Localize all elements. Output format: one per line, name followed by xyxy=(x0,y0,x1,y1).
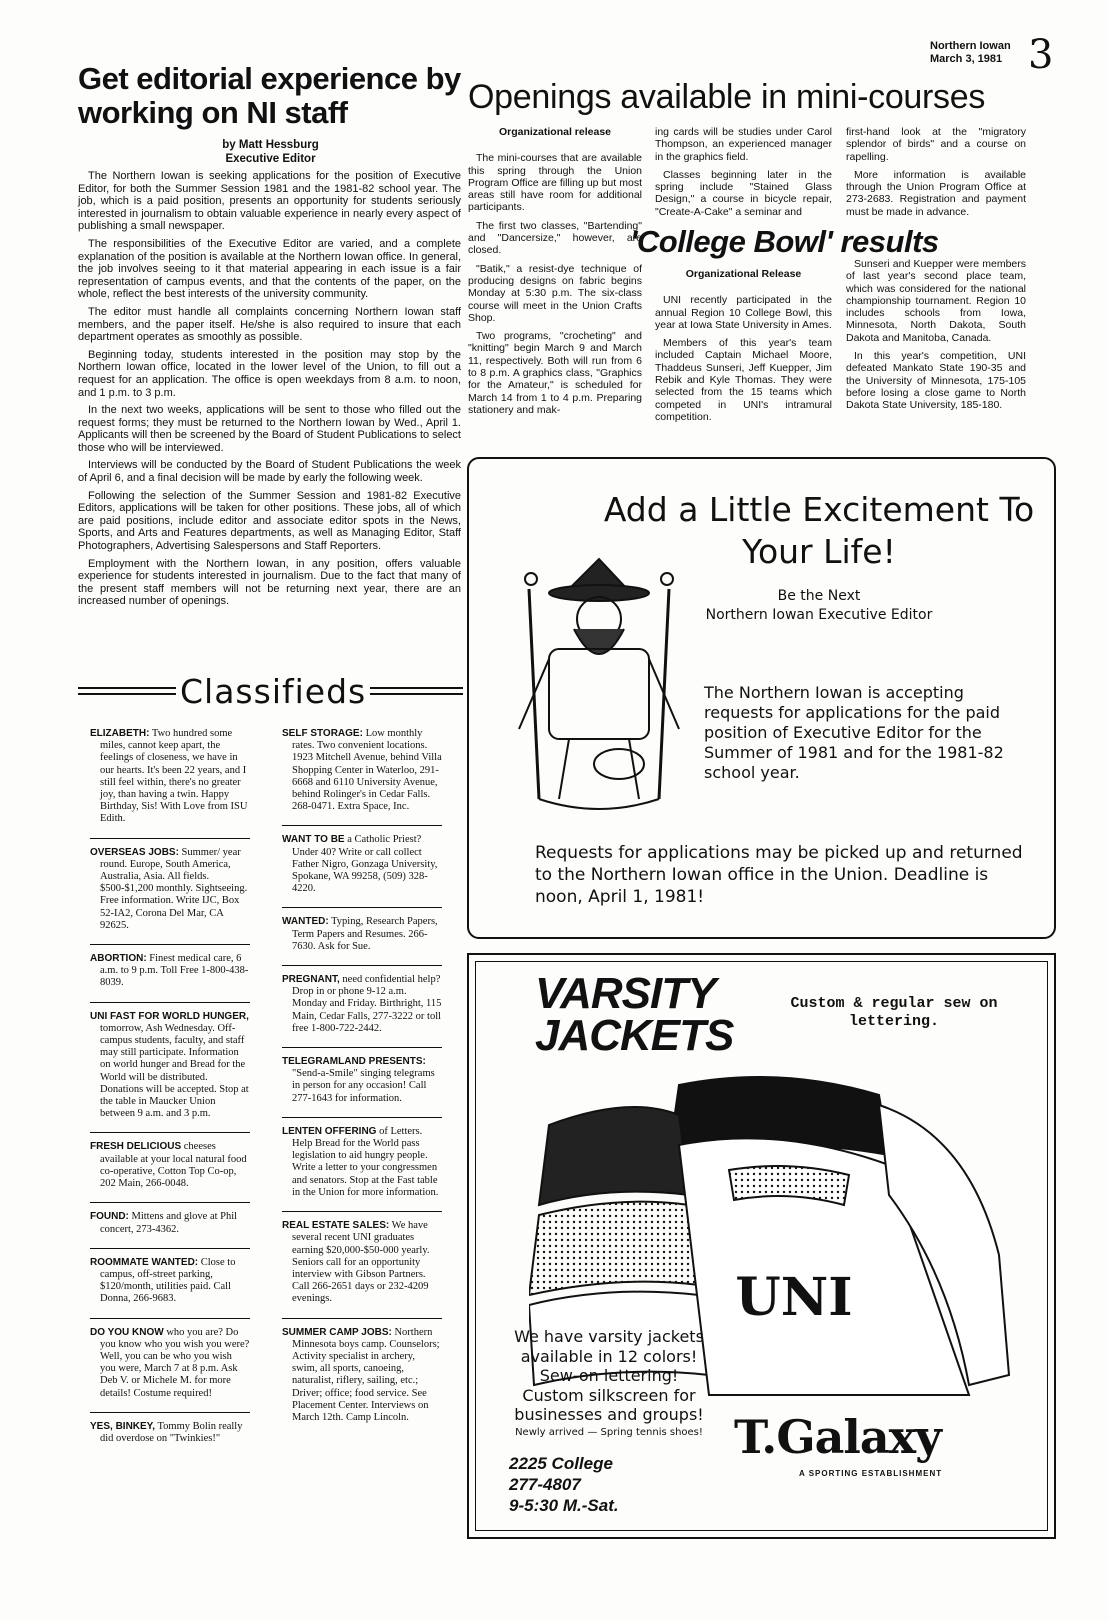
be-next-title: Northern Iowan Executive Editor xyxy=(705,607,933,623)
minicourses-paragraph: The mini-courses that are available this spring through the Union Program Office are filling up but most areas still have room for additional participants. xyxy=(468,152,642,214)
college-bowl-paragraph: Sunseri and Kuepper were members of last year's second place team, which was considered for the national championship tournament. Region 10 includes schools from Iowa, Minnesota, North Dakota, South Dakota and Manitoba, Canada. xyxy=(846,258,1026,344)
college-bowl-column-2 xyxy=(846,258,1026,418)
store-tagline: A SPORTING ESTABLISHMENT xyxy=(799,1469,943,1478)
classifieds-title xyxy=(78,672,463,712)
editorial-paragraph: Employment with the Northern Iowan, in any position, offers valuable experience for students interested in journalism. Due to the fact that many of the present staff members will not be returning next year, there are an increased number of openings. xyxy=(78,557,461,608)
minicourses-column-2 xyxy=(655,126,832,224)
page-number: 3 xyxy=(1028,32,1054,78)
title-line-1: VARSITY xyxy=(535,969,716,1018)
ad-requests-text: Requests for applications may be picked up and returned to the Northern Iowan office in the Union. Deadline is noon, April 1, 1981! xyxy=(535,843,1023,907)
classified-ad: ROOMMATE WANTED: Close to campus, off-street parking, $120/month, utilities paid. Call Donna, 266-9683. xyxy=(90,1248,250,1318)
title-line-2: JACKETS xyxy=(535,1011,734,1060)
minicourses-paragraph: "Batik," a resist-dye technique of producing designs on fabric begins Monday at 5:30 p.m. The six-class course will meet in the Union Crafts Shop. xyxy=(468,262,642,324)
classified-ad: TELEGRAMLAND PRESENTS: "Send-a-Smile" singing telegrams in person for any occasion! Call 277-1643 for information. xyxy=(282,1047,442,1117)
classified-ad: SELF STORAGE: Low monthly rates. Two convenient locations. 1923 Mitchell Avenue, behind Villa Shopping Center in Waterloo, 291-6668 and 6110 University Avenue, behind Rolinger's in Cedar Falls. 268-0471. Extra Space, Inc. xyxy=(282,728,442,813)
minicourses-paragraph: The first two classes, "Bartending" and "Dancersize," however, are closed. xyxy=(468,219,642,257)
classified-ad: REAL ESTATE SALES: We have several recent UNI graduates earning $20,000-$50-000 yearly. Seniors call for an opportunity interview with Gibson Partners. Call 266-2651 days or 232-4209 evenings. xyxy=(282,1211,442,1317)
minicourses-paragraph: More information is available through the Union Program Office at 273-2683. Registration and payment must be made in advance. xyxy=(846,168,1026,218)
classified-ad: ABORTION: Finest medical care, 6 a.m. to 9 p.m. Toll Free 1-800-438-8039. xyxy=(90,944,250,1002)
jacket-uni-text: UNI xyxy=(735,1267,853,1328)
classified-ad: DO YOU KNOW who you are? Do you know who you wish you were? Well, you can be who you wish you were, March 7 at 8 p.m. Ask Deb V. or Michele M. for more details! Costume required! xyxy=(90,1318,250,1412)
executive-editor-ad xyxy=(467,457,1056,939)
minicourses-paragraph: first-hand look at the "migratory splendor of birds" and a course on rapelling. xyxy=(846,126,1026,163)
classified-ad: PREGNANT, need confidential help? Drop in or phone 9-12 a.m. Monday and Friday. Birthright, 115 Main, Cedar Falls, 277-3222 or toll free 1-800-722-2442. xyxy=(282,965,442,1047)
editorial-headline: Get editorial experience by working on NI staff xyxy=(78,61,461,130)
classifieds-right-column xyxy=(282,728,442,1436)
editorial-paragraph: The editor must handle all complaints concerning Northern Iowan staff members, and the paper itself. He/she is also required to insure that each department operates as smoothly as possible. xyxy=(78,305,461,344)
editorial-paragraph: The Northern Iowan is seeking applications for the position of Executive Editor, for both the Summer Session 1981 and the 1981-82 school year. The job, which is a paid position, presents an opportunity for students seriously interested in journalism to obtain valuable experience in nearly every aspect of publishing a small newspaper. xyxy=(78,170,461,233)
issue-date: March 3, 1981 xyxy=(930,53,1003,65)
classifieds-left-column xyxy=(90,728,250,1457)
publication-name: Northern Iowan xyxy=(930,40,1011,52)
minicourses-paragraph: Two programs, "crocheting" and "knitting" begin March 9 and March 11, respectively. Both will run from 6 to 8 p.m. A graphics class, "Graphics for the Amateur," is scheduled for March 14 from 1 to 4 p.m. Preparing stationery and mak- xyxy=(468,330,642,416)
minicourses-paragraph: ing cards will be studies under Carol Thompson, an experienced manager in the graphics field. xyxy=(655,126,832,163)
classified-ad: WANT TO BE a Catholic Priest? Under 40? Write or call collect Father Nigro, Gonzaga University, Spokane, WA 99258, (509) 328-4220. xyxy=(282,825,442,907)
ad-headline: Add a Little Excitement To Your Life! xyxy=(603,490,1035,571)
offer-silkscreen: Custom silkscreen for businesses and groups! xyxy=(514,1385,704,1424)
classifieds-heading: Classifieds xyxy=(176,672,370,711)
offer-newly: Newly arrived — Spring tennis shoes! xyxy=(515,1426,703,1438)
classified-ad: LENTEN OFFERING of Letters. Help Bread for the World pass legislation to aid hungry people. Write a letter to your congressmen and senators. Stop at the Fast table in the Union for more information. xyxy=(282,1117,442,1211)
college-bowl-release: Organizational Release xyxy=(685,268,802,280)
store-info xyxy=(509,1453,619,1516)
jacket-offer-list xyxy=(489,1327,729,1441)
editor-illustration xyxy=(509,549,699,819)
minicourses-column-3 xyxy=(846,126,1026,224)
classified-ad: YES, BINKEY, Tommy Bolin really did overdose on "Twinkies!" xyxy=(90,1412,250,1457)
college-bowl-paragraph: UNI recently participated in the annual Region 10 College Bowl, this year at Iowa State University in Ames. xyxy=(655,294,832,331)
classified-ad: ELIZABETH: Two hundred some miles, cannot keep apart, the feelings of closeness, we have in our hearts. It's been 22 years, and I still feel within, there's no greater joy, than having a twin. Happy Birthday, Sis! With Love from ISU Edith. xyxy=(90,728,248,825)
classified-ad: UNI FAST FOR WORLD HUNGER, tomorrow, Ash Wednesday. Off-campus students, faculty, and staff may still participate. Information on world hunger and Bread for the World will be distributed. Donations will be accepted. Stop at the table in Maucker Union between 9 a.m. and 3 p.m. xyxy=(90,1002,250,1133)
classified-ad: WANTED: Typing, Research Papers, Term Papers and Resumes. 266-7630. Ask for Sue. xyxy=(282,907,442,965)
minicourses-column-1 xyxy=(468,126,642,422)
editorial-paragraph: Interviews will be conducted by the Board of Student Publications the week of April 6, and a final decision will be made by early the following week. xyxy=(78,459,461,485)
store-address: 2225 College xyxy=(509,1454,613,1473)
classified-ad: OVERSEAS JOBS: Summer/ year round. Europe, South America, Australia, Asia. All fields. $500-$1,200 monthly. Sightseeing. Free information. Write IJC, Box 52-IA2, Corona Del Mar, CA 92625. xyxy=(90,838,250,944)
college-bowl-paragraph: In this year's competition, UNI defeated Mankato State 190-35 and the University of Minnesota, 175-105 before losing a close game to North Dakota State University, 185-180. xyxy=(846,350,1026,412)
editorial-paragraph: The responsibilities of the Executive Editor are varied, and a complete explanation of the position is available at the Northern Iowan office. In general, the job involves seeing to it that material appearing in each issue is a fair representation of campus events, and that the contents of the paper, on the whole, reflect the best interests of the university community. xyxy=(78,237,461,301)
minicourses-release: Organizational release xyxy=(498,126,612,138)
be-next-line: Be the Next xyxy=(777,588,861,604)
offer-sew-on: Sew-on lettering! xyxy=(539,1366,679,1385)
college-bowl-column-1 xyxy=(655,268,832,429)
byline-title: Executive Editor xyxy=(225,153,316,165)
classified-ad: FOUND: Mittens and glove at Phil concert, 273-4362. xyxy=(90,1202,250,1247)
offer-jackets: We have varsity jackets available in 12 colors! xyxy=(514,1327,704,1366)
store-logo: T.Galaxy xyxy=(734,1410,941,1464)
editorial-body xyxy=(78,170,461,613)
college-bowl-headline: 'College Bowl' results xyxy=(630,224,939,259)
minicourses-paragraph: Classes beginning later in the spring include "Stained Glass Design," a course in bicycle repair, "Create-A-Cake" a seminar and xyxy=(655,168,832,218)
store-phone: 277-4807 xyxy=(509,1475,581,1494)
byline-author: by Matt Hessburg xyxy=(222,139,319,151)
editorial-byline xyxy=(78,138,463,166)
minicourses-headline: Openings available in mini-courses xyxy=(468,78,986,116)
store-hours: 9-5:30 M.-Sat. xyxy=(509,1496,619,1515)
editorial-paragraph: Beginning today, students interested in the position may stop by the Northern Iowan office, located in the lower level of the Union, to fill out a request for an application. The office is open weekdays from 8 a.m. to noon, and 1 p.m. to 3 p.m. xyxy=(78,348,461,399)
classified-ad: SUMMER CAMP JOBS: Northern Minnesota boys camp. Counselors; Activity specialist in archery, swim, all sports, canoeing, naturalist, riflery, sailing, etc.; Driver; office; food service. See Placement Center. Interviews on March 12th. Camp Lincoln. xyxy=(282,1318,442,1437)
masthead xyxy=(930,32,1100,78)
varsity-jackets-title xyxy=(535,969,734,1060)
college-bowl-paragraph: Members of this year's team included Captain Michael Moore, Thaddeus Sunseri, Jeff Kuepper, Jim Rebik and Kyle Thomas. They were selected from the 15 teams which competed in UNI's intramural competition. xyxy=(655,337,832,423)
ad-accepting-text: The Northern Iowan is accepting requests for applications for the paid position of Executive Editor for the Summer of 1981 and for the 1981-82 school year. xyxy=(704,683,1004,782)
ad-be-next xyxy=(669,587,969,625)
varsity-jackets-ad xyxy=(467,953,1056,1539)
editorial-paragraph: In the next two weeks, applications will be sent to those who filled out the request forms; they must be returned to the Northern Iowan by Wed., April 1. Applicants will then be screened by the Board of Student Publications to select those who will be interviewed. xyxy=(78,404,461,454)
lettering-text: Custom & regular sew on lettering. xyxy=(790,995,998,1030)
classified-ad: FRESH DELICIOUS cheeses available at your local natural food co-operative, Cotton Top Co-op, 202 Main, 266-0048. xyxy=(90,1132,250,1202)
editorial-paragraph: Following the selection of the Summer Session and 1981-82 Executive Editors, applications will be taken for other positions. These jobs, all of which are paid positions, include editor and associate editor spots in the News, Sports, and Arts and Features departments, as well as Managing Editor, Staff Photographers, Advertising Salespersons and Staff Reporters. xyxy=(78,489,461,553)
